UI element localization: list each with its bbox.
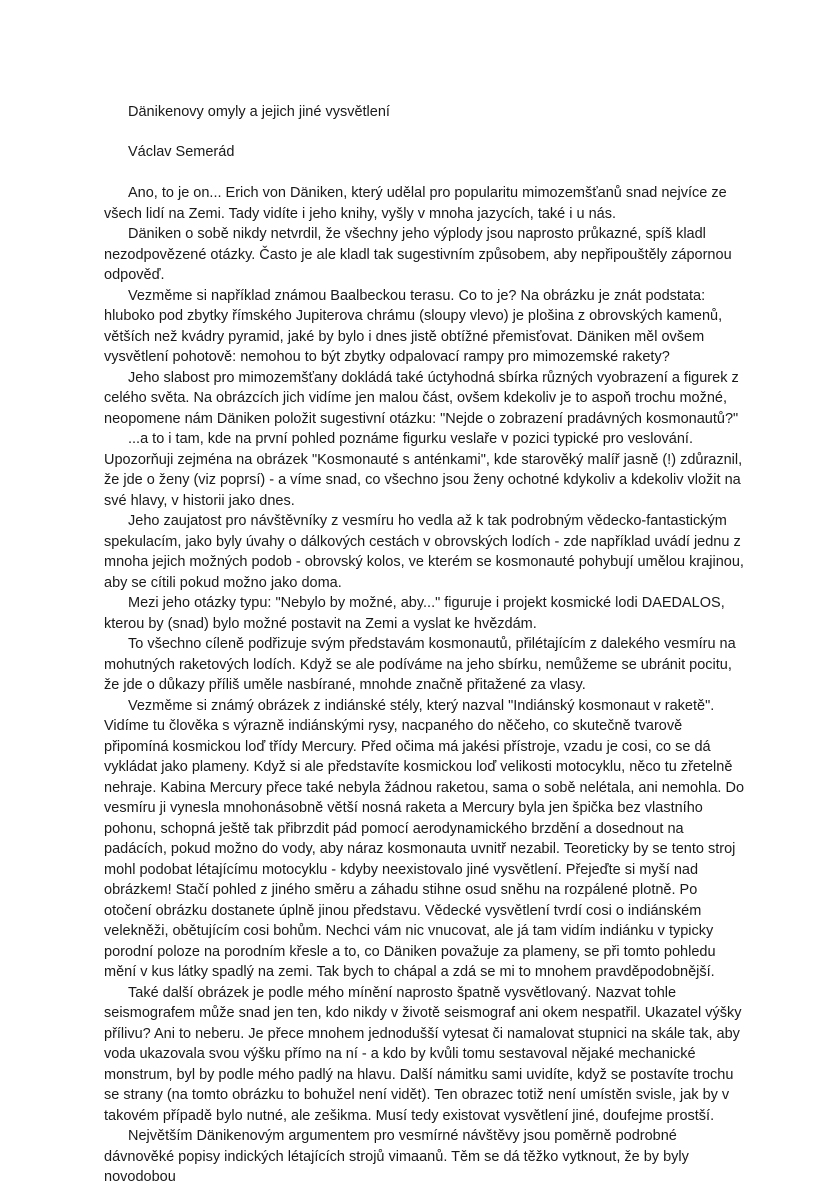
paragraph: To všechno cíleně podřizuje svým představám kosmonautů, přilétajícím z dalekého vesmíru na mohutných raketových lodích. Když se ale podíváme na jeho sbírku, nemůžeme se ubránit pocitu, že jde o důkazy příliš uměle nasbírané, mnohde značně přitažené za vlasy. — [104, 636, 736, 693]
paragraph: Jeho slabost pro mimozemšťany dokládá také úctyhodná sbírka různých vyobrazení a figurek z celého světa. Na obrázcích jich vidíme jen malou část, ovšem kdekoliv je to aspoň trochu možné, neopomene nám Däniken položit sugestivní otázku: "Nejde o zobrazení pradávných kosmonautů?" — [104, 369, 739, 427]
document-author: Václav Semerád — [128, 144, 235, 160]
paragraph: Také další obrázek je podle mého mínění naprosto špatně vysvětlovaný. Nazvat tohle seismografem může snad jen ten, kdo nikdy v životě seismograf ani okem nespatřil. Ukazatel výšky přílivu? Ani to neberu. Je přece mnohem jednodušší vytesat či namalovat stupnici na skále tak, aby voda ukazovala svou výšku přímo na ní - a kdo by kvůli tomu sestavoval nějaké mechanické monstrum, byl by podle mého padlý na hlavu. Další námitku sami uvidíte, když se postavíte trochu se strany (na tomto obrázku to bohužel není vidět). Ten obrazec totiž není umístěn svisle, jak by v takovém případě bylo nutné, ale zešikma. Musí tedy existovat vysvětlení jiné, doufejme prostší. — [104, 984, 742, 1124]
paragraph: Vezměme si například známou Baalbeckou terasu. Co to je? Na obrázku je znát podstata: hluboko pod zbytky římského Jupiterova chrámu (sloupy vlevo) je plošina z obrovských kamenů, větších než kvádry pyramid, jaké by bylo i dnes jistě obtížné přemisťovat. Däniken měl ovšem vysvětlení pohotově: nemohou to být zbytky odpalovací rampy pro mimozemské rakety? — [104, 287, 723, 365]
paragraph: Největším Dänikenovým argumentem pro vesmírné návštěvy jsou poměrně podrobné dávnověké popisy indických létajících strojů vimaanů. Těm se dá těžko vytknout, že by byly novodobou — [104, 1128, 689, 1185]
paragraph: Jeho zaujatost pro návštěvníky z vesmíru ho vedla až k tak podrobným vědecko-fantastickým spekulacím, jako byly úvahy o dálkových cestách v obrovských lodích - zde například uvádí jednu z mnoha jejich možných podob - obrovský kolos, ve kterém se kosmonauté pohybují umělou krajinou, aby se cítili pokud možno jako doma. — [104, 513, 744, 591]
paragraph: Ano, to je on... Erich von Däniken, který udělal pro popularitu mimozemšťanů snad nejvíce ze všech lidí na Zemi. Tady vidíte i jeho knihy, vyšly v mnoha jazycích, také i u nás. — [104, 185, 727, 222]
paragraph: Vezměme si známý obrázek z indiánské stély, který nazval "Indiánský kosmonaut v raketě". Vidíme tu člověka s výrazně indiánskými rysy, nacpaného do něčeho, co skutečně tvarově připomíná kosmickou loď třídy Mercury. Před očima má jakési přístroje, vzadu je cosi, co se dá vykládat jako plameny. Když si ale představíte kosmickou loď velikosti motocyklu, něco tu zřetelně nehraje. Kabina Mercury přece také nebyla žádnou raketou, sama o sobě nelétala, ani nemohla. Do vesmíru ji vynesla mnohonásobně větší nosná raketa a Mercury byla jen špička bez vlastního pohonu, schopná ještě tak přibrzdit pád pomocí aerodynamického brzdění a dosednout na padácích, pokud možno do vody, aby náraz kosmonauta uvnitř nezabil. Teoreticky by se tento stroj mohl podobat létajícímu motocyklu - kdyby neexistovalo jiné vysvětlení. Přejeďte si myší nad obrázkem! Stačí pohled z jiného směru a záhadu stihne osud sněhu na rozpálené plotně. Po otočení obrázku dostanete úplně jinou představu. Vědecké vysvětlení tvrdí cosi o indiánském velekněži, obětujícím cosi bohům. Nechci vám nic vnucovat, ale já tam vidím indiánku v typicky porodní poloze na porodním křesle a to, co Däniken považuje za plameny, se při tomto pohledu mění v kus látky spadlý na zemi. Tak bych to chápal a zdá se mi to mnohem pravděpodobnější. — [104, 697, 745, 980]
document-title: Dänikenovy omyly a jejich jiné vysvětlení — [128, 104, 390, 120]
paragraph: Mezi jeho otázky typu: "Nebylo by možné, aby..." figuruje i projekt kosmické lodi DAEDALOS, kterou by (snad) bylo možné postavit na Zemi a vyslat ke hvězdám. — [104, 595, 725, 632]
paragraph: ...a to i tam, kde na první pohled poznáme figurku veslaře v pozici typické pro veslování. Upozorňuji zejména na obrázek "Kosmonauté s anténkami", kde starověký malíř jasně (!) zdůraznil, že jde o ženy (viz poprsí) - a víme snad, co všechno jsou ženy ochotné kdykoliv a kdekoliv vložit na své hlavy, v historii jako dnes. — [104, 431, 743, 509]
document-body — [104, 183, 744, 1188]
paragraph: Däniken o sobě nikdy netvrdil, že všechny jeho výplody jsou naprosto průkazné, spíš kladl nezodpovězené otázky. Často je ale kladl tak sugestivním způsobem, aby nepřipouštěly zápornou odpověď. — [104, 226, 732, 283]
